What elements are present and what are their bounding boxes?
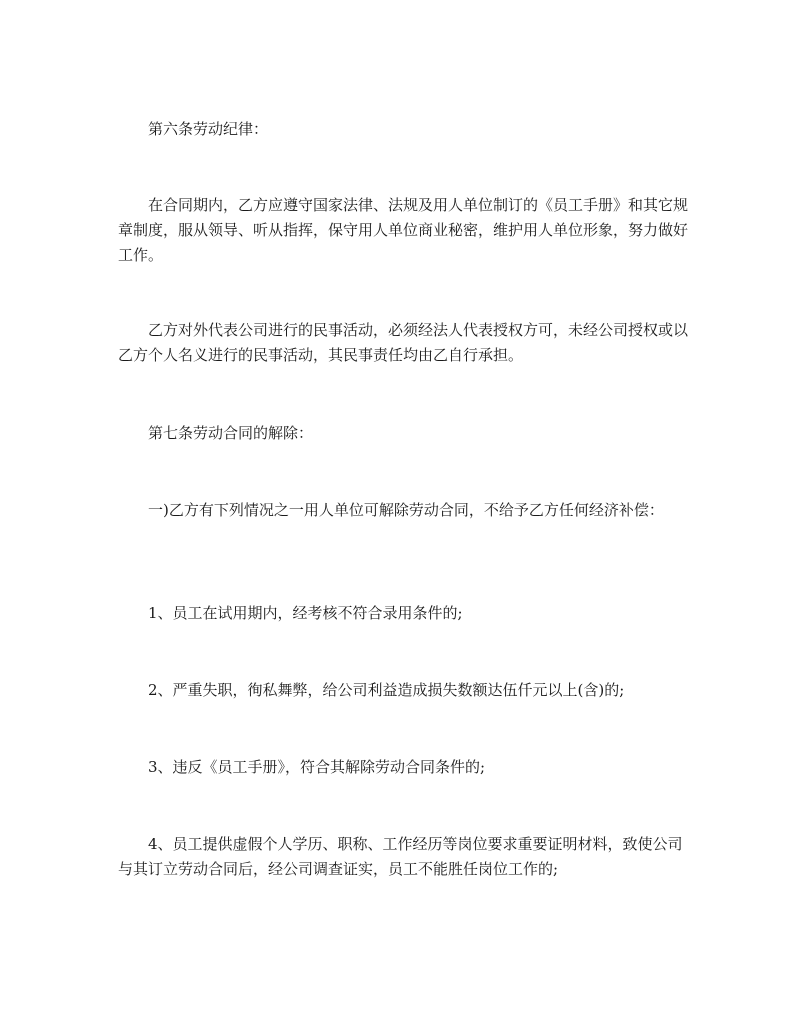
article-7-heading: 第七条劳动合同的解除：	[148, 424, 314, 442]
paragraph-civil-activities: 乙方对外代表公司进行的民事活动，必须经法人代表授权方可，未经公司授权或以乙方个人名义进行的民事活动，其民事责任均由乙自行承担。	[118, 321, 689, 364]
paragraph-discipline-compliance: 在合同期内，乙方应遵守国家法律、法规及用人单位制订的《员工手册》和其它规章制度，服从领导、听从指挥，保守用人单位商业秘密，维护用人单位形象，努力做好工作。	[118, 196, 689, 264]
article-6-heading: 第六条劳动纪律：	[148, 120, 269, 138]
list-item-4: 4、员工提供虚假个人学历、职称、工作经历等岗位要求重要证明材料，致使公司与其订立劳动合同后，经公司调查证实，员工不能胜任岗位工作的;	[118, 835, 683, 878]
list-item-3: 3、违反《员工手册》，符合其解除劳动合同条件的;	[148, 758, 486, 776]
list-item-2: 2、严重失职，徇私舞弊，给公司利益造成损失数额达伍仟元以上(含)的;	[148, 681, 625, 699]
list-item-1: 1、员工在试用期内，经考核不符合录用条件的;	[148, 604, 463, 622]
paragraph-termination-intro: 一)乙方有下列情况之一用人单位可解除劳动合同，不给予乙方任何经济补偿：	[148, 501, 664, 519]
